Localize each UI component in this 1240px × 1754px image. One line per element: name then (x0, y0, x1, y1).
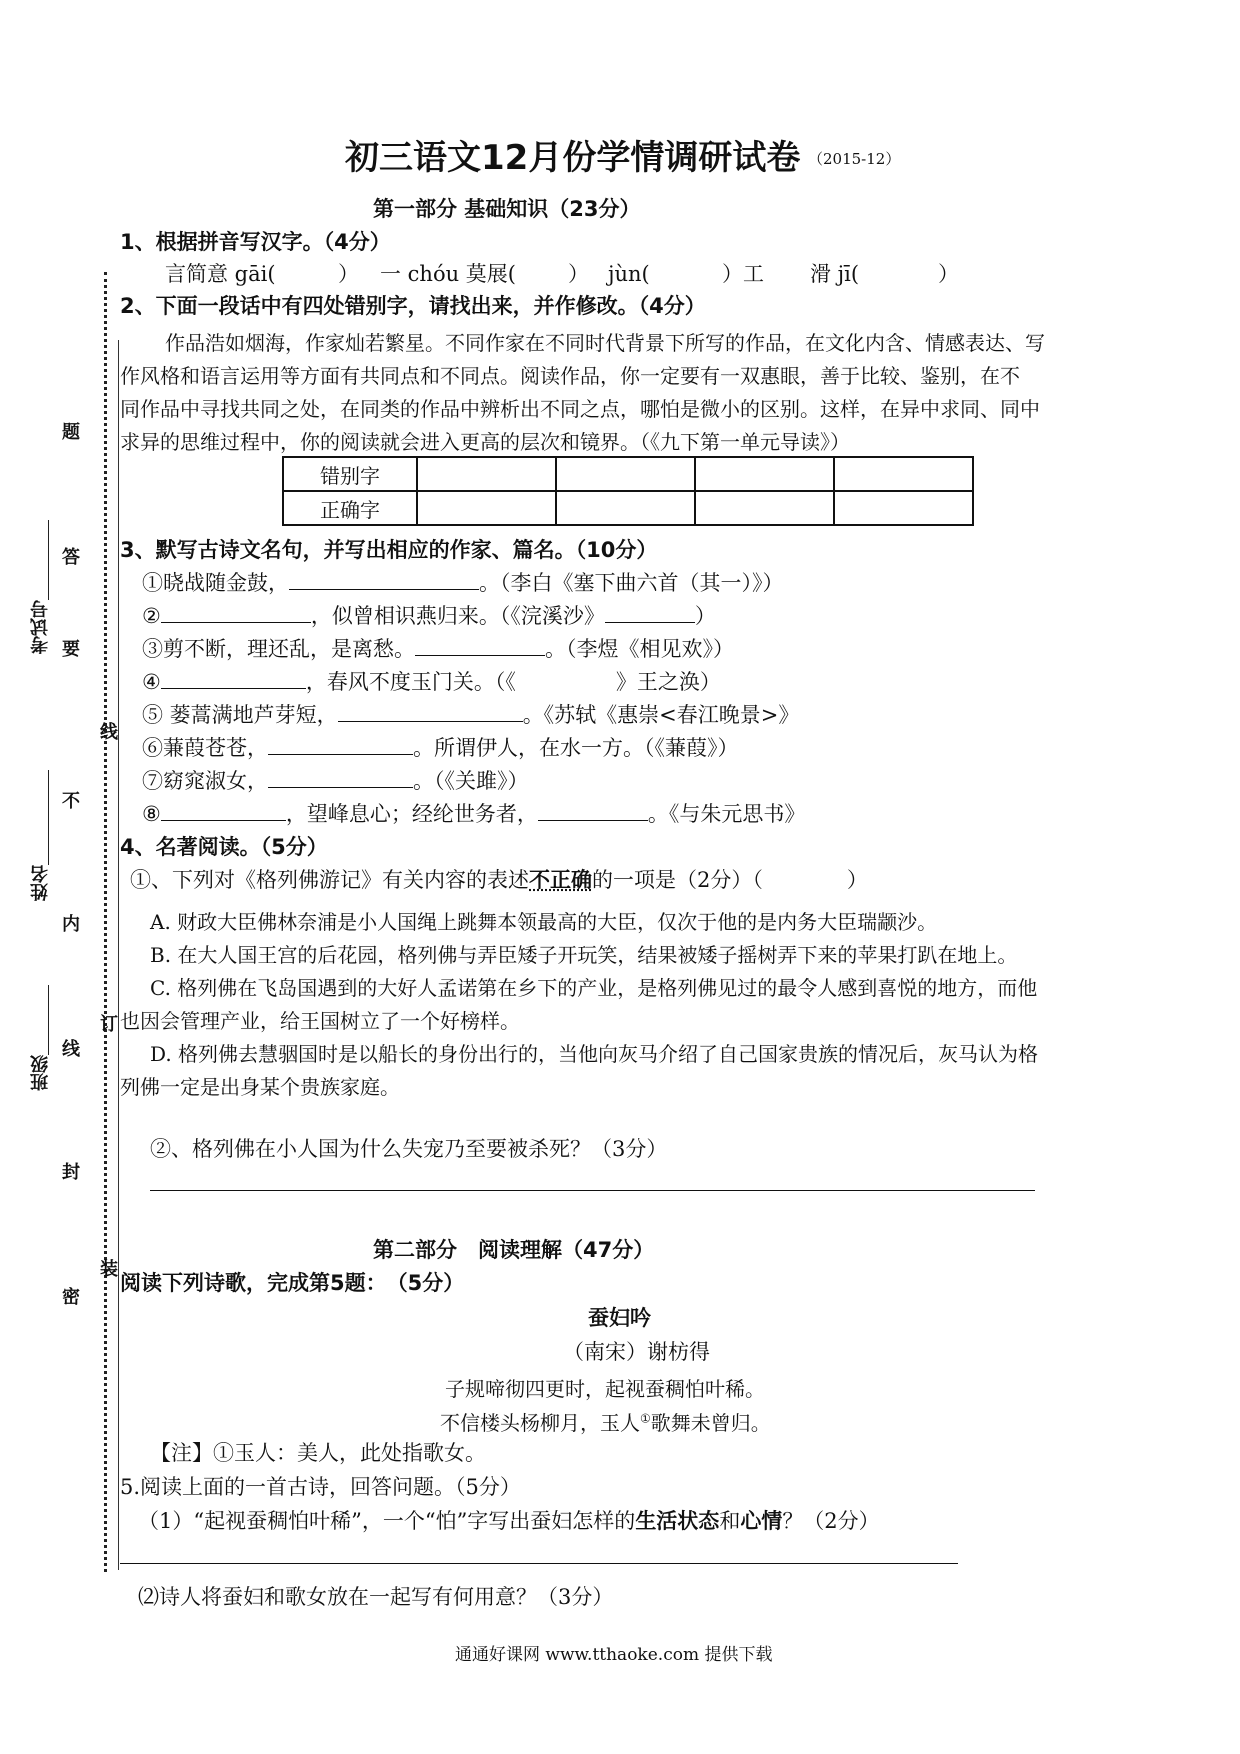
q1-item4a: 滑 jī( (810, 262, 860, 286)
q1-item2a: 一 chóu 莫展( (380, 262, 516, 286)
q2-heading: 2、下面一段话中有四处错别字，请找出来，并作修改。（4分） (120, 294, 706, 318)
q3-l5b: 。《苏轼《惠崇<春江晚景>》 (522, 703, 800, 727)
q1-item3b: ）工 (722, 262, 764, 286)
q1-heading: 1、根据拼音写汉字。（4分） (120, 230, 391, 254)
q3-l2a: ② (142, 604, 161, 628)
note-mark: ① (640, 1411, 651, 1426)
q5-sub2: ⑵诗人将蚕妇和歌女放在一起写有何用意？（3分） (138, 1585, 614, 1609)
part2-heading: 第二部分 阅读理解（47分） (373, 1238, 655, 1262)
answer-cell[interactable] (417, 491, 556, 525)
q5-sq1b: 生活状态 (635, 1509, 720, 1533)
name-label: 姓名 (30, 865, 51, 901)
q4-s1a: ①、下列对《格列佛游记》有关内容的表述 (130, 868, 529, 892)
class-line (48, 985, 49, 1055)
poem-line2a: 不信楼头杨柳月，玉人 (440, 1411, 640, 1435)
answer-cell[interactable] (556, 491, 695, 525)
answer-cell[interactable] (695, 457, 834, 491)
q1-item1a: 言简意 gāi( (165, 262, 276, 286)
q3-l8c: 。《与朱元思书》 (647, 802, 806, 826)
q3-l4b: ，春风不度玉门关。（《 (305, 670, 516, 694)
q5-sq1a: （1）“起视蚕稠怕叶稀”，一个“怕”字写出蚕妇怎样的 (138, 1509, 636, 1533)
q5-sq1c: 和 (719, 1509, 741, 1533)
correction-table (282, 456, 974, 526)
part1-heading: 第一部分 基础知识（23分） (373, 197, 641, 221)
answer-blank[interactable] (161, 604, 311, 623)
q1-item1b: ） (338, 262, 359, 286)
q4-option-c-cont: 也因会管理产业，给王国树立了一个好榜样。 (120, 1009, 520, 1033)
answer-cell[interactable] (556, 457, 695, 491)
name-line (48, 770, 49, 865)
seal-char-ti: 题 (62, 422, 80, 443)
q3-line6 (142, 735, 739, 761)
q3-l8a: ⑧ (142, 802, 161, 826)
seal-char-nei: 内 (62, 914, 80, 935)
q3-l1b: 。（李白《塞下曲六首（其一）》） (479, 571, 784, 595)
q3-line1 (142, 570, 784, 596)
answer-blank[interactable] (415, 637, 545, 656)
page-title: 初三语文12月份学情调研试卷 (345, 138, 801, 178)
q4-option-b[interactable]: B. 在大人国王宫的后花园，格列佛与弄臣矮子开玩笑，结果被矮子摇树弄下来的苹果打趴在地上。 (150, 943, 1018, 967)
seal-char-bu: 不 (62, 791, 80, 812)
q5-sq1e: ？（2分） (782, 1509, 880, 1533)
answer-blank[interactable] (268, 736, 413, 755)
table-row (283, 491, 973, 525)
q2-line3: 同作品中寻找共同之处，在同类的作品中辨析出不同之点，哪怕是微小的区别。这样，在异中求同、同中 (120, 397, 1040, 421)
q4-s1c: 的一项是（2分）（ ） (592, 868, 868, 892)
binding-char-ding: 订 (100, 1014, 118, 1035)
poem-line2b: 歌舞未曾归。 (650, 1411, 771, 1435)
answer-blank[interactable] (289, 571, 479, 590)
seal-char-da: 答 (62, 547, 80, 568)
q4-option-a[interactable]: A. 财政大臣佛林奈浦是小人国绳上跳舞本领最高的大臣，仅次于他的是内务大臣瑞颛沙。 (150, 910, 938, 934)
q3-line7 (142, 768, 529, 794)
answer-line[interactable] (150, 1190, 1035, 1191)
q5-question: 5.阅读上面的一首古诗，回答问题。（5分） (120, 1475, 521, 1499)
answer-cell[interactable] (834, 491, 973, 525)
q4-sub1 (130, 867, 868, 893)
answer-blank[interactable] (605, 604, 695, 623)
q4-option-c[interactable]: C. 格列佛在飞岛国遇到的大好人孟诺第在乡下的产业，是格列佛见过的最令人感到喜悦的地方，而他 (150, 976, 1038, 1000)
exam-number-line (48, 520, 49, 600)
poem-note: 【注】①玉人：美人，此处指歌女。 (150, 1441, 486, 1465)
answer-blank[interactable] (538, 802, 648, 821)
q3-l4a: ④ (142, 670, 161, 694)
title-date: （2015-12） (808, 150, 901, 168)
seal-char-xian: 线 (62, 1039, 80, 1060)
footer-text: 通通好课网 www.tthaoke.com 提供下载 (455, 1645, 773, 1665)
q3-l6a: ⑥蒹葭苍苍， (142, 736, 268, 760)
binding-solid-line (118, 340, 119, 1570)
q3-l3a: ③剪不断，理还乱，是离愁。 (142, 637, 415, 661)
q3-line4 (142, 669, 721, 695)
q1-item3a: jùn( (608, 262, 650, 286)
poem-author: （南宋）谢枋得 (563, 1340, 710, 1364)
q3-l4c: 》王之涣） (615, 670, 721, 694)
q5-sq1d: 心情 (740, 1509, 783, 1533)
q3-line5 (142, 702, 799, 728)
q4-heading: 4、名著阅读。（5分） (120, 835, 328, 859)
q3-l7a: ⑦窈窕淑女， (142, 769, 268, 793)
q1-item4b: ） (938, 262, 959, 286)
row-label-correct: 正确字 (283, 491, 417, 525)
q3-l6b: 。所谓伊人，在水一方。（《蒹葭》） (413, 736, 739, 760)
q2-line4: 求异的思维过程中，你的阅读就会进入更高的层次和镜界。（《九下第一单元导读》） (120, 430, 850, 454)
answer-cell[interactable] (695, 491, 834, 525)
q4-sub2: ②、格列佛在小人国为什么失宠乃至要被杀死？（3分） (150, 1137, 668, 1161)
binding-dotted-line (104, 272, 107, 1572)
q4-option-d-cont: 列佛一定是出身某个贵族家庭。 (120, 1075, 400, 1099)
q3-l7b: 。（《关雎》） (413, 769, 529, 793)
q5-intro: 阅读下列诗歌，完成第5题： （5分） (120, 1271, 465, 1295)
q1-item2b: ） (568, 262, 589, 286)
poem-title: 蚕妇吟 (588, 1305, 651, 1330)
q3-l5a: ⑤ 蒌蒿满地芦芽短， (142, 703, 338, 727)
binding-char-zhuang: 装 (100, 1259, 118, 1280)
q3-l8b: ，望峰息心；经纶世务者， (285, 802, 538, 826)
q3-l1a: ①晓战随金鼓， (142, 571, 289, 595)
q2-line2: 作风格和语言运用等方面有共同点和不同点。阅读作品，你一定要有一双惠眼，善于比较、鉴别，在不 (120, 364, 1020, 388)
poem-line2 (440, 1407, 771, 1436)
answer-blank[interactable] (161, 670, 306, 689)
q3-l3b: 。（李煜《相见欢》） (545, 637, 734, 661)
q4-option-d[interactable]: D. 格列佛去慧骃国时是以船长的身份出行的，当他向灰马介绍了自己国家贵族的情况后，灰马认为格 (150, 1042, 1039, 1066)
class-label: 班级 (30, 1055, 51, 1091)
poem-line1: 子规啼彻四更时，起视蚕稠怕叶稀。 (445, 1377, 765, 1401)
answer-cell[interactable] (417, 457, 556, 491)
seal-char-yao: 要 (62, 639, 80, 660)
row-label-wrong: 错别字 (283, 457, 417, 491)
binding-char-xian: 线 (100, 722, 118, 743)
answer-line[interactable] (120, 1563, 958, 1564)
seal-char-mi: 密 (62, 1287, 80, 1308)
q3-l2b: ，似曾相识燕归来。（《浣溪沙》 (310, 604, 605, 628)
q3-line3 (142, 636, 734, 662)
q3-l2c: ） (694, 604, 716, 628)
seal-char-feng: 封 (62, 1162, 80, 1183)
q3-heading: 3、默写古诗文名句，并写出相应的作家、篇名。（10分） (120, 538, 658, 562)
q5-sub1 (138, 1508, 880, 1534)
q2-line1: 作品浩如烟海，作家灿若繁星。不同作家在不同时代背景下所写的作品，在文化内含、情感表达、写 (165, 331, 1045, 355)
answer-blank[interactable] (161, 802, 286, 821)
answer-blank[interactable] (338, 703, 523, 722)
q3-line8 (142, 801, 805, 827)
exam-number-label: 考试号 (30, 600, 51, 654)
q3-line2 (142, 603, 716, 629)
q4-s1b: 不正确 (529, 868, 592, 892)
answer-cell[interactable] (834, 457, 973, 491)
answer-blank[interactable] (268, 769, 413, 788)
table-row (283, 457, 973, 491)
